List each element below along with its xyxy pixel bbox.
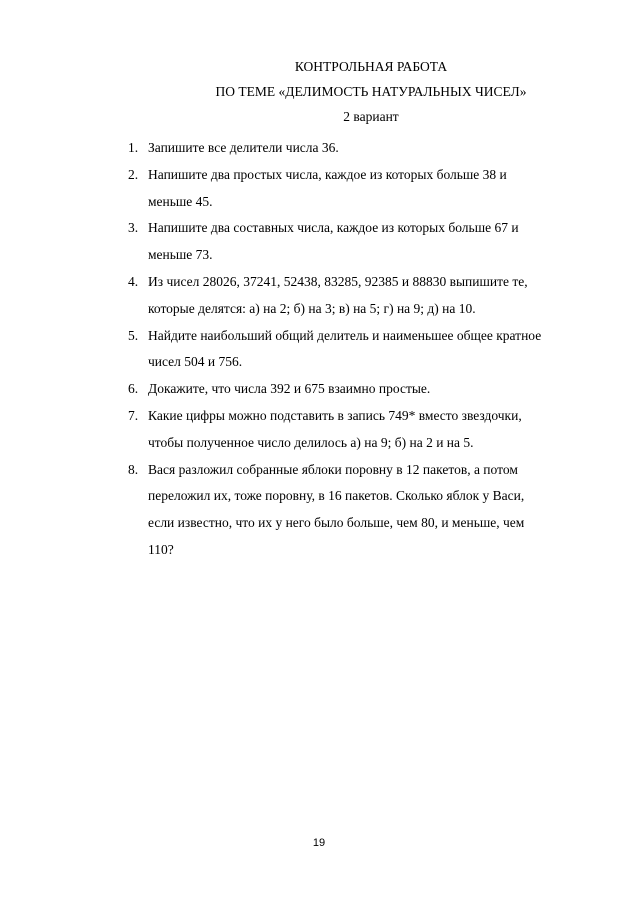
task-text-line: переложил их, тоже поровну, в 16 пакетов. Сколько яблок у Васи, bbox=[148, 488, 525, 504]
task-text-line: Напишите два составных числа, каждое из которых больше 67 и bbox=[148, 220, 519, 236]
task-number: 6. bbox=[128, 381, 139, 397]
task-text-line: 110? bbox=[148, 542, 174, 557]
task-number: 4. bbox=[128, 274, 139, 289]
task-text-line: меньше 73. bbox=[148, 247, 213, 263]
task-text-line: Напишите два простых числа, каждое из которых больше 38 и bbox=[148, 166, 507, 182]
task-number: 3. bbox=[128, 220, 139, 236]
task-number: 2. bbox=[128, 166, 139, 182]
task-text-line: Какие цифры можно подставить в запись 749* вместо звездочки, bbox=[148, 408, 522, 423]
task-number: 8. bbox=[128, 461, 139, 477]
task-number: 7. bbox=[128, 408, 139, 423]
task-number: 1. bbox=[128, 140, 139, 155]
task-number: 5. bbox=[128, 327, 139, 343]
task-text-line: которые делятся: а) на 2; б) на 3; в) на 5; г) на 9; д) на 10. bbox=[148, 300, 476, 316]
task-text-line: чтобы полученное число делилось а) на 9; б) на 2 и на 5. bbox=[148, 434, 474, 450]
page-number: 19 bbox=[312, 837, 326, 849]
document-subtitle: ПО ТЕМЕ «ДЕЛИМОСТЬ НАТУРАЛЬНЫХ ЧИСЕЛ» bbox=[215, 84, 527, 99]
task-text-line: Найдите наибольший общий делитель и наименьшее общее кратное bbox=[148, 327, 542, 343]
task-text-line: Запишите все делители числа 36. bbox=[148, 140, 339, 155]
task-text-line: если известно, что их у него было больше, чем 80, и меньше, чем bbox=[148, 515, 525, 531]
document-title: КОНТРОЛЬНАЯ РАБОТА bbox=[294, 59, 448, 74]
task-text-line: Из чисел 28026, 37241, 52438, 83285, 92385 и 88830 выпишите те, bbox=[148, 274, 528, 289]
task-text-line: Докажите, что числа 392 и 675 взаимно простые. bbox=[148, 381, 431, 397]
task-text-line: чисел 504 и 756. bbox=[148, 354, 243, 370]
task-text-line: Вася разложил собранные яблоки поровну в 12 пакетов, а потом bbox=[148, 461, 518, 477]
variant-label: 2 вариант bbox=[343, 109, 399, 124]
task-text-line: меньше 45. bbox=[148, 193, 213, 209]
